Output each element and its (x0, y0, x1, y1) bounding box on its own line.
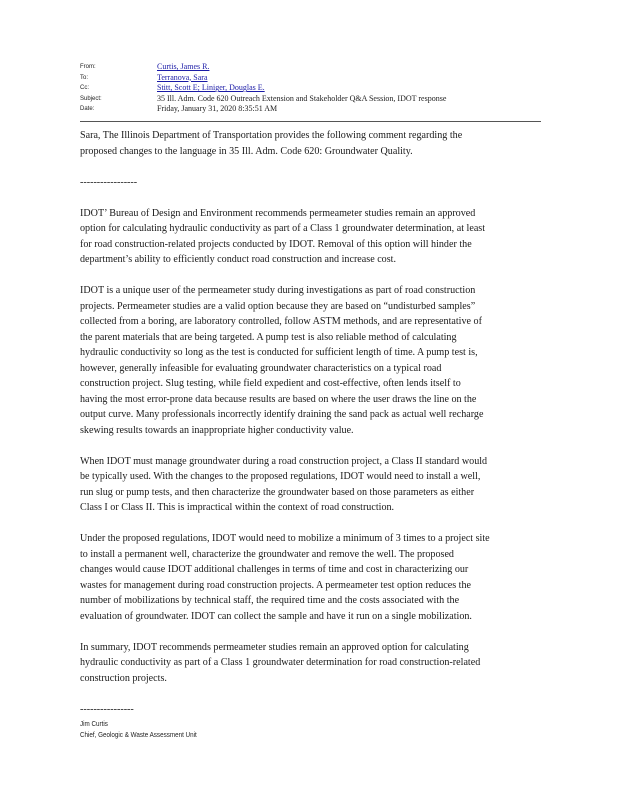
cc-row (80, 83, 540, 93)
signature-block (80, 718, 197, 740)
body-line: In summary, IDOT recommends permeameter studies remain an approved option for calculating (80, 641, 469, 653)
body-line: be typically used. With the changes to the proposed regulations, IDOT would need to install a well, (80, 471, 481, 482)
body-line: collected from a boring, are laboratory controlled, follow ASTM methods, and are representative of (80, 316, 482, 327)
subject-value: 35 Ill. Adm. Code 620 Outreach Extension and Stakeholder Q&A Session, IDOT response (157, 93, 447, 103)
body-line: Class I or Class II. This is impractical within the context of road construction. (80, 502, 395, 513)
body-line: Under the proposed regulations, IDOT would need to mobilize a minimum of 3 times to a project site (80, 533, 490, 544)
body-line: number of mobilizations by technical staff, the required time and the costs associated with the (80, 595, 460, 606)
paragraph-groundwater (80, 454, 550, 516)
body-line: projects. Permeameter studies are a valid option because they are based on “undisturbed samples” (80, 300, 476, 312)
body-line: When IDOT must manage groundwater during a road construction project, a Class II standard would (80, 455, 488, 467)
body-line: department’s ability to efficiently conduct road construction and increase cost. (80, 254, 396, 265)
body-line: to install a permanent well, characterize the groundwater and remove the well. The proposed (80, 548, 454, 560)
body-line: run slug or pump tests, and then characterize the groundwater based on those parameters as either (80, 486, 475, 498)
body-line: hydraulic conductivity so long as the test is conducted for sufficient length of time. A pump test is, (80, 347, 478, 358)
date-value: Friday, January 31, 2020 8:35:51 AM (157, 104, 278, 114)
to-label: To: (80, 74, 89, 81)
signature-title: Chief, Geologic & Waste Assessment Unit (80, 730, 197, 739)
date-row (80, 104, 540, 114)
paragraph-recommendation (80, 206, 550, 268)
signature-name: Jim Curtis (80, 719, 108, 728)
body-line: construction project. Slug testing, while field expedient and cost-effective, often lends itself to (80, 378, 461, 389)
subject-row (80, 94, 540, 104)
body-line: output curve. Many professionals incorrectly identify draining the sand pack as actual well recharge (80, 409, 484, 420)
from-link[interactable]: Curtis, James R. (157, 62, 210, 71)
body-line: Sara, The Illinois Department of Transportation provides the following comment regarding the (80, 130, 463, 141)
paragraph-summary (80, 640, 550, 687)
body-line: for road construction-related projects conducted by IDOT. Removal of this option will hinder the (80, 238, 472, 250)
divider: ---------------- (80, 703, 134, 715)
paragraph-intro (80, 128, 550, 159)
body-line: option for calculating hydraulic conductivity as part of a Class 1 groundwater determination, at least (80, 223, 486, 234)
body-line: however, generally infeasible for evaluating groundwater characteristics on a typical road (80, 362, 442, 374)
body-line: skewing results towards an inappropriate higher conductivity value. (80, 424, 354, 436)
body-line: construction projects. (80, 672, 167, 684)
body-line: hydraulic conductivity as part of a Class 1 groundwater determination for road construction-related (80, 657, 481, 668)
cc-label: Cc: (80, 85, 89, 92)
body-line: IDOT is a unique user of the permeameter study during investigations as part of road construction (80, 285, 476, 296)
subject-label: Subject: (80, 95, 102, 102)
from-label: From: (80, 64, 96, 70)
date-label: Date: (80, 106, 95, 113)
body-line: IDOT’ Bureau of Design and Environment recommends permeameter studies remain an approved (80, 207, 476, 219)
body-line: changes would cause IDOT additional challenges in terms of time and cost in characterizing our (80, 564, 469, 575)
body-line: having the most error-prone data because results are based on where the user draws the line on the (80, 393, 477, 405)
email-header (80, 62, 540, 115)
body-line: the parent materials that are being targeted. A pump test is also reliable method of calculating (80, 331, 457, 343)
to-link[interactable]: Terranova, Sara (157, 72, 208, 82)
message-body (80, 128, 550, 717)
cc-link[interactable]: Stitt, Scott E; Liniger, Douglas E. (157, 83, 265, 93)
body-line: proposed changes to the language in 35 Ill. Adm. Code 620: Groundwater Quality. (80, 145, 413, 157)
paragraph-permeameter (80, 283, 550, 438)
header-separator (80, 121, 541, 122)
divider: ----------------- (80, 176, 138, 188)
to-row (80, 73, 540, 83)
body-line: evaluation of groundwater. IDOT can collect the sample and have it run on a single mobilization. (80, 610, 472, 622)
from-row (80, 62, 540, 72)
body-line: wastes for management during road construction projects. A permeameter test option reduces the (80, 579, 472, 591)
paragraph-regulations (80, 531, 550, 624)
